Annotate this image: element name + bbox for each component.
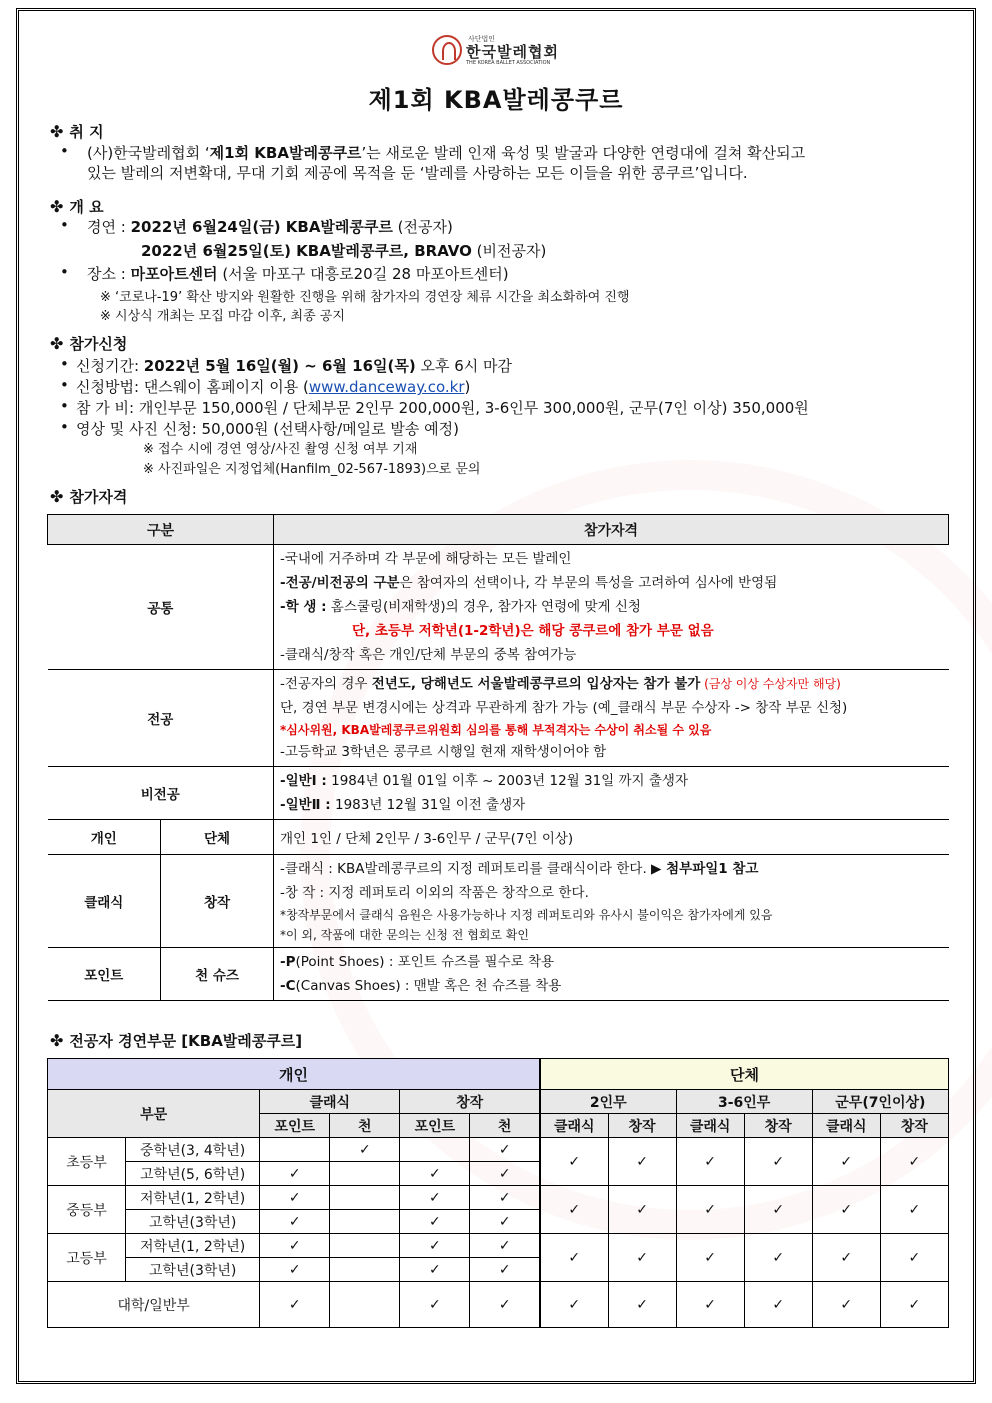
grid-creative: 창작 <box>400 1090 540 1114</box>
check-icon: ✓ <box>676 1186 744 1234</box>
check-icon: ✓ <box>470 1138 540 1162</box>
grid-row-label: 고학년(3학년) <box>126 1258 260 1282</box>
cat-major: 전공 <box>48 670 274 767</box>
org-eng: THE KOREA BALLET ASSOCIATION <box>466 60 551 66</box>
check-icon: ✓ <box>744 1282 812 1328</box>
grid-row-label: 중학년(3, 4학년) <box>126 1138 260 1162</box>
bullet-icon: • <box>60 142 69 160</box>
grid-classic: 클래식 <box>260 1090 400 1114</box>
check-icon: ✓ <box>330 1138 400 1162</box>
division-grid <box>47 1058 949 1328</box>
check-icon: ✓ <box>540 1138 608 1186</box>
check-icon: ✓ <box>744 1138 812 1186</box>
check-icon: ✓ <box>260 1210 330 1234</box>
page-title: 제1회 KBA발레콩쿠르 <box>368 86 624 114</box>
grid-ensemble: 군무(7인이상) <box>812 1090 948 1114</box>
check-icon: ✓ <box>676 1282 744 1328</box>
common-2: -전공/비전공의 구분은 참여자의 선택이나, 각 부문의 특성을 고려하여 심사에 반영됨 <box>280 575 778 591</box>
grid-high: 고등부 <box>48 1234 126 1282</box>
check-icon: ✓ <box>260 1186 330 1210</box>
cat-common: 공통 <box>48 545 274 670</box>
row-common <box>48 545 949 670</box>
row-indiv-group <box>48 820 949 855</box>
bullet-icon: • <box>60 216 69 234</box>
check-icon: ✓ <box>608 1282 676 1328</box>
row-nonmajor <box>48 767 949 820</box>
bullet-icon: • <box>60 418 69 436</box>
org-small: 사단법인 <box>468 35 496 43</box>
grid-sub-creative: 창작 <box>608 1114 676 1138</box>
check-icon: ✓ <box>676 1138 744 1186</box>
grid-header-group: 단체 <box>540 1059 949 1090</box>
apply-note2: ※ 사진파일은 지정업체(Hanfilm_02-567-1893)으로 문의 <box>143 462 481 477</box>
classic-3: *창작부문에서 클래식 음원은 사용가능하나 지정 레퍼토리와 유사시 불이익은 참가자에게 있음 <box>280 908 773 922</box>
apply-period: 신청기간: 2022년 5월 16일(월) ~ 6월 16일(목) 오후 6시 마감 <box>76 357 513 375</box>
section-overview: ✤ 개 요 <box>50 197 104 216</box>
cat-group: 단체 <box>161 820 274 855</box>
grid-elementary: 초등부 <box>48 1138 126 1186</box>
check-icon: ✓ <box>260 1162 330 1186</box>
grid-canvas: 천 <box>470 1114 540 1138</box>
overview-note2: ※ 시상식 개최는 모집 마감 이후, 최종 공지 <box>100 309 345 324</box>
check-icon: ✓ <box>880 1186 948 1234</box>
apply-note1: ※ 접수 시에 경연 영상/사진 촬영 신청 여부 기재 <box>143 442 418 457</box>
grid-sub-classic: 클래식 <box>540 1114 608 1138</box>
purpose-line1: (사)한국발레협회 ‘제1회 KBA발레콩쿠르’는 새로운 발레 인재 육성 및 발굴과 다양한 연령대에 걸쳐 확산되고 <box>87 144 806 162</box>
bullet-icon: • <box>60 376 69 394</box>
bullet-icon: • <box>60 263 69 281</box>
check-icon: ✓ <box>260 1258 330 1282</box>
major-2: 단, 경연 부문 변경시에는 상격과 무관하게 참가 가능 (예_클래식 부문 수상자 -> 창작 부문 신청) <box>280 700 848 716</box>
section-major: ✤ 전공자 경연부문 [KBA발레콩쿠르] <box>50 1031 303 1050</box>
apply-media: 영상 및 사진 신청: 50,000원 (선택사항/메일로 발송 예정) <box>76 420 459 438</box>
cat-creative: 창작 <box>161 855 274 948</box>
grid-sub-classic: 클래식 <box>812 1114 880 1138</box>
club-icon: ✤ <box>50 334 64 353</box>
check-icon: ✓ <box>260 1234 330 1258</box>
check-icon: ✓ <box>812 1282 880 1328</box>
section-eligibility: ✤ 참가자격 <box>50 487 128 506</box>
perf-line2: 2022년 6월25일(토) KBA발레콩쿠르, BRAVO (비전공자) <box>141 242 547 260</box>
check-icon: ✓ <box>812 1234 880 1282</box>
ballet-dancer-icon <box>432 35 462 65</box>
check-icon: ✓ <box>470 1282 540 1328</box>
nonmajor-1: -일반Ⅰ : 1984년 01월 01일 이후 ~ 2003년 12월 31일 까지 출생자 <box>280 773 688 789</box>
check-icon: ✓ <box>400 1210 470 1234</box>
grid-duo: 2인무 <box>540 1090 676 1114</box>
header-eligibility: 참가자격 <box>274 515 949 545</box>
eligibility-table <box>47 514 949 1001</box>
club-icon: ✤ <box>50 1031 64 1050</box>
common-4: 단, 초등부 저학년(1-2학년)은 해당 콩쿠르에 참가 부문 없음 <box>352 623 714 639</box>
check-icon: ✓ <box>470 1210 540 1234</box>
indiv-group-text: 개인 1인 / 단체 2인무 / 3-6인무 / 군무(7인 이상) <box>274 820 949 855</box>
apply-method: 신청방법: 댄스웨이 홈페이지 이용 (www.danceway.co.kr) <box>76 378 471 396</box>
check-icon: ✓ <box>608 1138 676 1186</box>
perf-line1: 경연 : 2022년 6월24일(금) KBA발레콩쿠르 (전공자) <box>87 218 453 236</box>
grid-univ: 대학/일반부 <box>48 1282 260 1328</box>
check-icon: ✓ <box>540 1186 608 1234</box>
purpose-line2: 있는 발레의 저변확대, 무대 기회 제공에 목적을 둔 ‘발레를 사랑하는 모든 이들을 위한 콩쿠르’입니다. <box>87 164 748 182</box>
nonmajor-2: -일반Ⅱ : 1983년 12월 31일 이전 출생자 <box>280 797 526 813</box>
grid-point: 포인트 <box>260 1114 330 1138</box>
check-icon: ✓ <box>744 1234 812 1282</box>
club-icon: ✤ <box>50 487 64 506</box>
major-1: -전공자의 경우 전년도, 당해년도 서울발레콩쿠르의 입상자는 참가 불가 (금상 이상 수상자만 해당) <box>280 676 841 692</box>
check-icon: ✓ <box>676 1234 744 1282</box>
danceway-link[interactable]: www.danceway.co.kr <box>308 378 465 396</box>
grid-row-label: 저학년(1, 2학년) <box>126 1234 260 1258</box>
grid-middle: 중등부 <box>48 1186 126 1234</box>
major-3: *심사위원, KBA발레콩쿠르위원회 심의를 통해 부적격자는 수상이 취소될 수 있음 <box>280 723 712 737</box>
apply-fee: 참 가 비: 개인부문 150,000원 / 단체부문 2인무 200,000원, 3-6인무 300,000원, 군무(7인 이상) 350,000원 <box>76 399 809 417</box>
row-classic-creative <box>48 855 949 948</box>
grid-row-label: 저학년(1, 2학년) <box>126 1186 260 1210</box>
overview-note1: ※ ‘코로나-19’ 확산 방지와 원활한 진행을 위해 참가자의 경연장 체류 시간을 최소화하여 진행 <box>100 290 630 305</box>
check-icon: ✓ <box>880 1234 948 1282</box>
check-icon: ✓ <box>470 1234 540 1258</box>
section-purpose: ✤ 취 지 <box>50 122 104 141</box>
cat-indiv: 개인 <box>48 820 161 855</box>
check-icon: ✓ <box>540 1234 608 1282</box>
cat-nonmajor: 비전공 <box>48 767 274 820</box>
check-icon: ✓ <box>880 1282 948 1328</box>
bullet-icon: • <box>60 355 69 373</box>
check-icon: ✓ <box>540 1282 608 1328</box>
check-icon: ✓ <box>400 1282 470 1328</box>
check-icon: ✓ <box>400 1258 470 1282</box>
section-apply: ✤ 참가신청 <box>50 334 128 353</box>
header-category: 구분 <box>48 515 274 545</box>
check-icon: ✓ <box>880 1138 948 1186</box>
check-icon: ✓ <box>400 1186 470 1210</box>
club-icon: ✤ <box>50 122 64 141</box>
check-icon: ✓ <box>608 1186 676 1234</box>
grid-trio: 3-6인무 <box>676 1090 812 1114</box>
check-icon: ✓ <box>812 1186 880 1234</box>
bullet-icon: • <box>60 397 69 415</box>
org-name: 한국발레협회 <box>466 43 559 61</box>
check-icon: ✓ <box>812 1138 880 1186</box>
venue-line: 장소 : 마포아트센터 (서울 마포구 대흥로20길 28 마포아트센터) <box>87 265 509 283</box>
grid-sub-classic: 클래식 <box>676 1114 744 1138</box>
grid-division-header: 부문 <box>48 1090 260 1138</box>
check-icon: ✓ <box>744 1186 812 1234</box>
check-icon: ✓ <box>400 1162 470 1186</box>
check-icon: ✓ <box>470 1186 540 1210</box>
common-5: -클래식/창작 혹은 개인/단체 부문의 중복 참여가능 <box>280 647 577 663</box>
shoes-2: -C(Canvas Shoes) : 맨발 혹은 천 슈즈를 착용 <box>280 978 562 994</box>
cat-point: 포인트 <box>48 948 161 1001</box>
grid-point: 포인트 <box>400 1114 470 1138</box>
grid-row-label: 고학년(3학년) <box>126 1210 260 1234</box>
check-icon: ✓ <box>470 1258 540 1282</box>
check-icon: ✓ <box>400 1234 470 1258</box>
check-icon: ✓ <box>608 1234 676 1282</box>
classic-4: *이 외, 작품에 대한 문의는 신청 전 협회로 확인 <box>280 928 529 942</box>
common-3: -학 생 : 홈스쿨링(비재학생)의 경우, 참가자 연령에 맞게 신청 <box>280 599 641 615</box>
club-icon: ✤ <box>50 197 64 216</box>
grid-canvas: 천 <box>330 1114 400 1138</box>
row-major <box>48 670 949 767</box>
common-1: -국내에 거주하며 각 부문에 해당하는 모든 발레인 <box>280 551 572 567</box>
grid-sub-creative: 창작 <box>880 1114 948 1138</box>
kba-logo <box>432 34 559 66</box>
classic-2: -창 작 : 지정 레퍼토리 이외의 작품은 창작으로 한다. <box>280 885 589 901</box>
check-icon: ✓ <box>260 1282 330 1328</box>
row-shoes <box>48 948 949 1001</box>
cat-shoes: 천 슈즈 <box>161 948 274 1001</box>
check-icon: ✓ <box>470 1162 540 1186</box>
major-4: -고등학교 3학년은 콩쿠르 시행일 현재 재학생이어야 함 <box>280 744 607 760</box>
cat-classic: 클래식 <box>48 855 161 948</box>
shoes-1: -P(Point Shoes) : 포인트 슈즈를 필수로 착용 <box>280 954 555 970</box>
grid-sub-creative: 창작 <box>744 1114 812 1138</box>
classic-1: -클래식 : KBA발레콩쿠르의 지정 레퍼토리를 클래식이라 한다. ▶ 첨부파일1 참고 <box>280 861 759 877</box>
grid-row-label: 고학년(5, 6학년) <box>126 1162 260 1186</box>
grid-header-individual: 개인 <box>48 1059 540 1090</box>
